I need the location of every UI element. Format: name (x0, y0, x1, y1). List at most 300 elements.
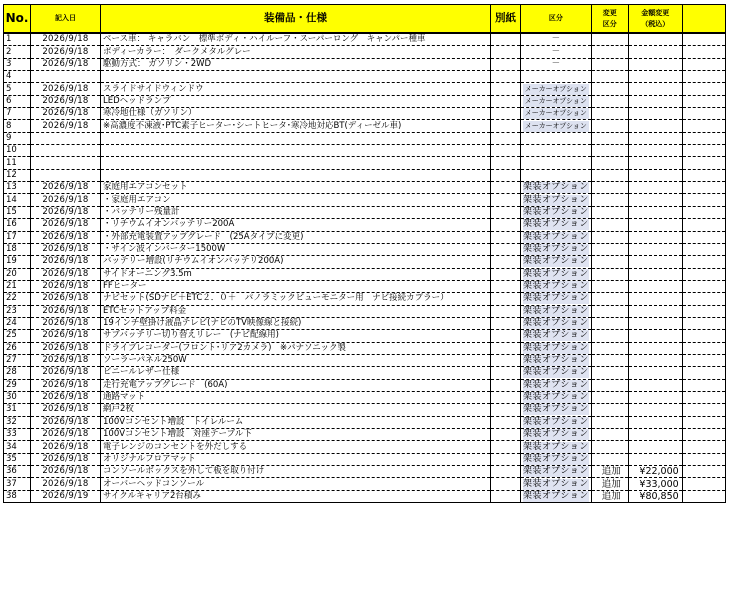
row-extra (682, 416, 725, 428)
row-extra (682, 429, 725, 441)
row-date: 2026/9/18 (31, 453, 101, 465)
table-row (4, 33, 726, 46)
row-separate (491, 132, 521, 144)
category-badge: 架装オプション (523, 281, 589, 292)
row-number: 29 (4, 379, 31, 391)
category-badge: 架装オプション (523, 231, 589, 242)
equipment-table (3, 4, 726, 503)
row-extra (682, 330, 725, 342)
row-amount (628, 95, 682, 107)
row-date: 2026/9/18 (31, 441, 101, 453)
table-row (4, 231, 726, 243)
row-date: 2026/9/18 (31, 391, 101, 403)
row-separate (491, 95, 521, 107)
category-badge: 架装オプション (523, 194, 589, 205)
row-extra (682, 490, 725, 502)
row-extra (682, 194, 725, 206)
row-item: ボディーカラー： ダークメタルグレー (101, 46, 491, 58)
table-row (4, 391, 726, 403)
row-extra (682, 108, 725, 120)
row-separate (491, 490, 521, 502)
row-category (521, 330, 592, 342)
header-date: 記入日 (31, 5, 101, 34)
row-item: サイクルキャリア2台積み (101, 490, 491, 502)
row-change-type (591, 33, 628, 46)
row-category (521, 416, 592, 428)
row-date: 2026/9/18 (31, 95, 101, 107)
row-number: 18 (4, 243, 31, 255)
row-number: 3 (4, 58, 31, 70)
row-category (521, 379, 592, 391)
row-number: 14 (4, 194, 31, 206)
row-date: 2026/9/18 (31, 478, 101, 490)
row-number: 23 (4, 305, 31, 317)
row-number: 2 (4, 46, 31, 58)
row-separate (491, 391, 521, 403)
row-item: 走行充電アップグレード (60A) (101, 379, 491, 391)
table-row (4, 490, 726, 502)
row-item (101, 132, 491, 144)
row-item: 家庭用エアコンセット (101, 182, 491, 194)
row-change-type (591, 132, 628, 144)
row-category (521, 453, 592, 465)
row-change-type (591, 58, 628, 70)
row-category (521, 157, 592, 169)
row-extra (682, 342, 725, 354)
header-category: 区分 (521, 5, 592, 34)
row-extra (682, 219, 725, 231)
row-extra (682, 58, 725, 70)
row-date: 2026/9/18 (31, 466, 101, 478)
category-badge: 架装オプション (523, 392, 589, 403)
row-number: 36 (4, 466, 31, 478)
row-number: 35 (4, 453, 31, 465)
row-change-type (591, 83, 628, 95)
row-date (31, 157, 101, 169)
row-date: 2026/9/18 (31, 256, 101, 268)
row-extra (682, 466, 725, 478)
row-separate (491, 441, 521, 453)
table-row (4, 305, 726, 317)
row-item: 100Vコンセント増設 対座テーブル下 (101, 429, 491, 441)
row-amount (628, 441, 682, 453)
row-change-type (591, 293, 628, 305)
row-number: 24 (4, 317, 31, 329)
row-item: 100Vコンセント増設 トイレルーム (101, 416, 491, 428)
row-category (521, 268, 592, 280)
table-row (4, 182, 726, 194)
row-category (521, 367, 592, 379)
row-separate (491, 120, 521, 132)
row-date: 2026/9/18 (31, 268, 101, 280)
row-item: ・家庭用エアコン (101, 194, 491, 206)
row-extra (682, 206, 725, 218)
header-amount-change: 金額変更 （税込） (628, 5, 682, 34)
row-item: オーバーヘッドコンソール (101, 478, 491, 490)
row-extra (682, 33, 725, 46)
row-item: FFヒーター (101, 280, 491, 292)
row-change-type: 追加 (591, 478, 628, 490)
row-change-type (591, 268, 628, 280)
row-separate (491, 182, 521, 194)
row-change-type (591, 120, 628, 132)
row-number: 15 (4, 206, 31, 218)
row-date: 2026/9/18 (31, 293, 101, 305)
table-row (4, 293, 726, 305)
row-change-type (591, 404, 628, 416)
row-item: ・サイン波インバーター1500W (101, 243, 491, 255)
row-change-type (591, 194, 628, 206)
row-amount: ¥22,000 (628, 466, 682, 478)
row-number: 26 (4, 342, 31, 354)
row-date: 2026/9/18 (31, 58, 101, 70)
row-category (521, 280, 592, 292)
row-extra (682, 268, 725, 280)
row-category (521, 317, 592, 329)
header-no: No. (4, 5, 31, 34)
row-change-type (591, 95, 628, 107)
table-row (4, 169, 726, 181)
category-badge: メーカーオプション (524, 84, 587, 93)
table-row (4, 46, 726, 58)
row-extra (682, 354, 725, 366)
table-row (4, 441, 726, 453)
category-badge: 架装オプション (523, 355, 589, 366)
row-extra (682, 256, 725, 268)
row-category (521, 194, 592, 206)
row-date: 2026/9/18 (31, 46, 101, 58)
row-category: － (521, 46, 592, 58)
header-change-type: 変更 区分 (591, 5, 628, 34)
row-amount (628, 83, 682, 95)
row-date (31, 145, 101, 157)
row-category (521, 391, 592, 403)
row-extra (682, 391, 725, 403)
row-change-type (591, 145, 628, 157)
row-separate (491, 478, 521, 490)
row-separate (491, 83, 521, 95)
row-number: 5 (4, 83, 31, 95)
row-category (521, 466, 592, 478)
row-date (31, 132, 101, 144)
row-amount (628, 416, 682, 428)
row-category (521, 404, 592, 416)
row-amount (628, 429, 682, 441)
row-separate (491, 280, 521, 292)
row-date: 2026/9/18 (31, 330, 101, 342)
row-change-type (591, 429, 628, 441)
row-separate (491, 243, 521, 255)
table-row (4, 453, 726, 465)
row-number: 25 (4, 330, 31, 342)
row-separate (491, 71, 521, 83)
row-amount (628, 108, 682, 120)
table-row (4, 429, 726, 441)
row-item (101, 157, 491, 169)
row-separate (491, 46, 521, 58)
row-category (521, 71, 592, 83)
row-change-type (591, 453, 628, 465)
table-row (4, 145, 726, 157)
table-row (4, 194, 726, 206)
row-date: 2026/9/18 (31, 305, 101, 317)
row-category (521, 293, 592, 305)
category-badge: メーカーオプション (524, 109, 587, 118)
row-item: ・リチウムイオンバッテリー200A (101, 219, 491, 231)
table-row (4, 466, 726, 478)
row-date: 2026/9/19 (31, 490, 101, 502)
row-amount: ¥80,850 (628, 490, 682, 502)
row-date: 2026/9/18 (31, 83, 101, 95)
row-category (521, 243, 592, 255)
row-date: 2026/9/18 (31, 280, 101, 292)
row-number: 10 (4, 145, 31, 157)
row-extra (682, 441, 725, 453)
table-row (4, 404, 726, 416)
row-number: 22 (4, 293, 31, 305)
row-item: ビニールレザー仕様 (101, 367, 491, 379)
row-amount: ¥33,000 (628, 478, 682, 490)
row-date: 2026/9/18 (31, 33, 101, 46)
row-number: 12 (4, 169, 31, 181)
category-badge: メーカーオプション (524, 121, 587, 130)
row-category (521, 354, 592, 366)
row-number: 11 (4, 157, 31, 169)
row-amount (628, 206, 682, 218)
row-category: － (521, 58, 592, 70)
row-change-type (591, 280, 628, 292)
row-extra (682, 120, 725, 132)
row-extra (682, 83, 725, 95)
row-category (521, 441, 592, 453)
row-separate (491, 194, 521, 206)
row-separate (491, 330, 521, 342)
row-separate (491, 367, 521, 379)
row-date: 2026/9/18 (31, 317, 101, 329)
row-separate (491, 231, 521, 243)
row-amount (628, 33, 682, 46)
row-separate (491, 317, 521, 329)
row-category: － (521, 33, 592, 46)
row-date: 2026/9/18 (31, 120, 101, 132)
row-date: 2026/9/18 (31, 243, 101, 255)
row-item: 通路マット (101, 391, 491, 403)
row-number: 38 (4, 490, 31, 502)
row-amount (628, 305, 682, 317)
row-separate (491, 453, 521, 465)
row-extra (682, 367, 725, 379)
row-item (101, 71, 491, 83)
row-date: 2026/9/18 (31, 194, 101, 206)
category-badge: 架装オプション (523, 367, 589, 378)
category-badge: 架装オプション (523, 182, 589, 193)
row-change-type (591, 367, 628, 379)
row-separate (491, 108, 521, 120)
table-row (4, 157, 726, 169)
row-change-type (591, 206, 628, 218)
row-number: 1 (4, 33, 31, 46)
row-date: 2026/9/18 (31, 231, 101, 243)
row-amount (628, 404, 682, 416)
row-amount (628, 293, 682, 305)
category-badge: 架装オプション (523, 441, 589, 452)
category-badge: 架装オプション (523, 453, 589, 464)
spec-sheet (3, 4, 726, 503)
row-date (31, 71, 101, 83)
row-date: 2026/9/18 (31, 367, 101, 379)
row-category (521, 169, 592, 181)
row-amount (628, 391, 682, 403)
row-number: 16 (4, 219, 31, 231)
row-date: 2026/9/18 (31, 182, 101, 194)
row-amount (628, 342, 682, 354)
row-item: ドライブレコーダー(フロント･リア2カメラ) ※パナソニック製 (101, 342, 491, 354)
category-badge: 架装オプション (523, 342, 589, 353)
category-badge: 架装オプション (523, 466, 589, 477)
row-change-type (591, 391, 628, 403)
table-row (4, 367, 726, 379)
row-extra (682, 231, 725, 243)
row-separate (491, 342, 521, 354)
row-item: ※高濃度不凍液･PTC素子ヒーター･シートヒータ･寒冷地対応BT(ディーゼル車) (101, 120, 491, 132)
table-row (4, 317, 726, 329)
row-amount (628, 145, 682, 157)
row-change-type (591, 342, 628, 354)
row-amount (628, 453, 682, 465)
header-extra (682, 5, 725, 34)
row-change-type (591, 317, 628, 329)
row-separate (491, 58, 521, 70)
row-change-type (591, 46, 628, 58)
row-amount (628, 256, 682, 268)
row-extra (682, 317, 725, 329)
table-row (4, 478, 726, 490)
row-date: 2026/9/18 (31, 108, 101, 120)
row-extra (682, 280, 725, 292)
table-row (4, 120, 726, 132)
row-date: 2026/9/18 (31, 219, 101, 231)
row-amount (628, 379, 682, 391)
row-number: 37 (4, 478, 31, 490)
row-separate (491, 33, 521, 46)
table-row (4, 83, 726, 95)
category-badge: メーカーオプション (524, 96, 587, 105)
row-change-type (591, 108, 628, 120)
row-number: 19 (4, 256, 31, 268)
category-badge: 架装オプション (523, 244, 589, 255)
row-item: スライドサイドウィンドウ (101, 83, 491, 95)
row-number: 33 (4, 429, 31, 441)
row-category (521, 120, 592, 132)
row-item: オリジナルフロアマット (101, 453, 491, 465)
category-badge: 架装オプション (523, 330, 589, 341)
row-number: 30 (4, 391, 31, 403)
row-separate (491, 416, 521, 428)
category-badge: 架装オプション (523, 293, 589, 304)
row-category (521, 83, 592, 95)
table-row (4, 95, 726, 107)
row-category (521, 478, 592, 490)
row-item: 電子レンジのコンセントを外だしする (101, 441, 491, 453)
table-row (4, 268, 726, 280)
row-amount (628, 268, 682, 280)
table-row (4, 206, 726, 218)
row-category (521, 206, 592, 218)
row-category (521, 256, 592, 268)
table-row (4, 256, 726, 268)
row-extra (682, 157, 725, 169)
row-extra (682, 46, 725, 58)
row-separate (491, 466, 521, 478)
row-separate (491, 157, 521, 169)
row-change-type: 追加 (591, 466, 628, 478)
row-number: 9 (4, 132, 31, 144)
row-category (521, 108, 592, 120)
row-item: ナビセット(SDナビ＋ETC２．０＋ パノラミックビューモニター用 ナビ接続カプラー） (101, 293, 491, 305)
table-row (4, 132, 726, 144)
category-badge: 架装オプション (523, 256, 589, 267)
row-extra (682, 379, 725, 391)
row-date: 2026/9/18 (31, 429, 101, 441)
row-date: 2026/9/18 (31, 342, 101, 354)
row-extra (682, 145, 725, 157)
header-separate: 別紙 (491, 5, 521, 34)
row-change-type (591, 243, 628, 255)
row-number: 31 (4, 404, 31, 416)
row-item (101, 145, 491, 157)
row-date: 2026/9/18 (31, 354, 101, 366)
row-item: ・バッテリー残量計 (101, 206, 491, 218)
row-amount (628, 132, 682, 144)
row-extra (682, 169, 725, 181)
row-amount (628, 46, 682, 58)
row-amount (628, 280, 682, 292)
row-item: 寒冷地仕様（ガソリン） (101, 108, 491, 120)
category-badge: 架装オプション (523, 404, 589, 415)
row-extra (682, 293, 725, 305)
table-row (4, 354, 726, 366)
row-change-type (591, 330, 628, 342)
row-item: 網戸2枚 (101, 404, 491, 416)
row-date: 2026/9/18 (31, 416, 101, 428)
row-amount (628, 367, 682, 379)
row-category (521, 219, 592, 231)
row-amount (628, 354, 682, 366)
table-row (4, 71, 726, 83)
row-category (521, 182, 592, 194)
row-amount (628, 71, 682, 83)
row-category (521, 429, 592, 441)
row-category (521, 132, 592, 144)
table-row (4, 330, 726, 342)
row-separate (491, 379, 521, 391)
row-item: ソーラーパネル250W (101, 354, 491, 366)
row-amount (628, 231, 682, 243)
category-badge: 架装オプション (523, 379, 589, 390)
row-separate (491, 206, 521, 218)
row-change-type (591, 169, 628, 181)
row-extra (682, 182, 725, 194)
row-item: 19インチ壁掛け液晶テレビ(ナビのTV映像線と接続) (101, 317, 491, 329)
row-extra (682, 243, 725, 255)
row-item: 駆動方式： ガソリン・2WD (101, 58, 491, 70)
row-separate (491, 169, 521, 181)
row-amount (628, 58, 682, 70)
row-category (521, 342, 592, 354)
row-separate (491, 219, 521, 231)
row-number: 8 (4, 120, 31, 132)
row-date: 2026/9/18 (31, 206, 101, 218)
